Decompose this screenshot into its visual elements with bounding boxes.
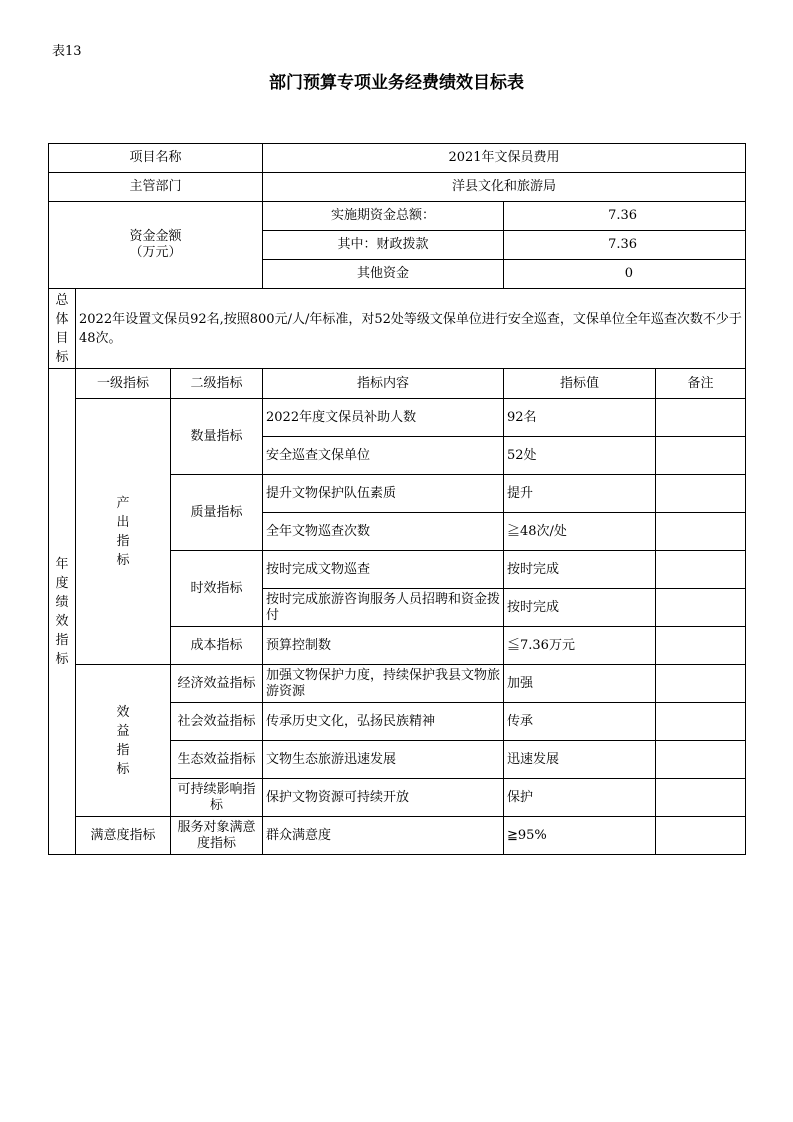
table-row-value: 提升 [504,475,656,513]
funds-other-value: 0 [504,260,746,289]
funds-label-line2: （万元） [129,245,182,260]
quality-indicator: 质量指标 [171,475,263,551]
overall-goal-text: 2022年设置文保员92名,按照800元/人/年标准，对52处等级文保单位进行安全巡查，文保单位全年巡查次数不少于48次。 [76,289,746,369]
table-row-content: 提升文物保护队伍素质 [263,475,504,513]
table-row-value: 52处 [504,437,656,475]
table-row-note [656,779,746,817]
table-row-content: 群众满意度 [263,817,504,855]
header-level2: 二级指标 [171,369,263,399]
table-row-content: 安全巡查文保单位 [263,437,504,475]
table-row-value: 按时完成 [504,551,656,589]
overall-goal-label: 总 体 目 标 [49,289,76,369]
table-row-note [656,437,746,475]
table-row-note [656,703,746,741]
table-row-content: 按时完成旅游咨询服务人员招聘和资金拨付 [263,589,504,627]
table-row-content: 按时完成文物巡查 [263,551,504,589]
table-row-value: 迅速发展 [504,741,656,779]
project-name-value: 2021年文保员费用 [263,144,746,173]
performance-table [48,143,746,855]
funds-total-label: 实施期资金总额： [263,202,504,231]
department-value: 洋县文化和旅游局 [263,173,746,202]
funds-label [49,202,263,289]
cost-indicator: 成本指标 [171,627,263,665]
satisfaction-level1: 满意度指标 [76,817,171,855]
table-row-content: 文物生态旅游迅速发展 [263,741,504,779]
department-label: 主管部门 [49,173,263,202]
funds-fiscal-label: 其中：财政拨款 [263,231,504,260]
table-row-note [656,741,746,779]
table-row-note [656,589,746,627]
table-label: 表13 [52,44,82,59]
funds-other-label: 其他资金 [263,260,504,289]
table-row-note [656,551,746,589]
table-row-content: 保护文物资源可持续开放 [263,779,504,817]
funds-fiscal-value: 7.36 [504,231,746,260]
table-row-content: 全年文物巡查次数 [263,513,504,551]
output-indicators-label: 产 出 指 标 [76,399,171,665]
project-name-label: 项目名称 [49,144,263,173]
table-row-content: 2022年度文保员补助人数 [263,399,504,437]
benefit-indicators-label: 效 益 指 标 [76,665,171,817]
social-indicator: 社会效益指标 [171,703,263,741]
ecological-indicator: 生态效益指标 [171,741,263,779]
header-value: 指标值 [504,369,656,399]
table-row-note [656,817,746,855]
funds-label-line1: 资金金额 [129,229,182,244]
table-row-note [656,665,746,703]
table-row-value: 92名 [504,399,656,437]
funds-total-value: 7.36 [504,202,746,231]
satisfaction-indicator: 服务对象满意度指标 [171,817,263,855]
table-row-value: 按时完成 [504,589,656,627]
table-row-value: 保护 [504,779,656,817]
timeliness-indicator: 时效指标 [171,551,263,627]
table-row-content: 传承历史文化，弘扬民族精神 [263,703,504,741]
table-row-note [656,399,746,437]
table-row-value: ≧48次/处 [504,513,656,551]
table-row-note [656,475,746,513]
table-row-value: 加强 [504,665,656,703]
table-row-note [656,513,746,551]
annual-indicators-label: 年 度 绩 效 指 标 [49,369,76,855]
sustainable-indicator: 可持续影响指标 [171,779,263,817]
table-row-value: ≧95% [504,817,656,855]
table-row-value: 传承 [504,703,656,741]
quantity-indicator: 数量指标 [171,399,263,475]
header-content: 指标内容 [263,369,504,399]
table-row-note [656,627,746,665]
economic-indicator: 经济效益指标 [171,665,263,703]
table-row-content: 加强文物保护力度，持续保护我县文物旅游资源 [263,665,504,703]
table-row-value: ≦7.36万元 [504,627,656,665]
table-row-content: 预算控制数 [263,627,504,665]
page-title: 部门预算专项业务经费绩效目标表 [269,73,524,93]
header-note: 备注 [656,369,746,399]
header-level1: 一级指标 [76,369,171,399]
